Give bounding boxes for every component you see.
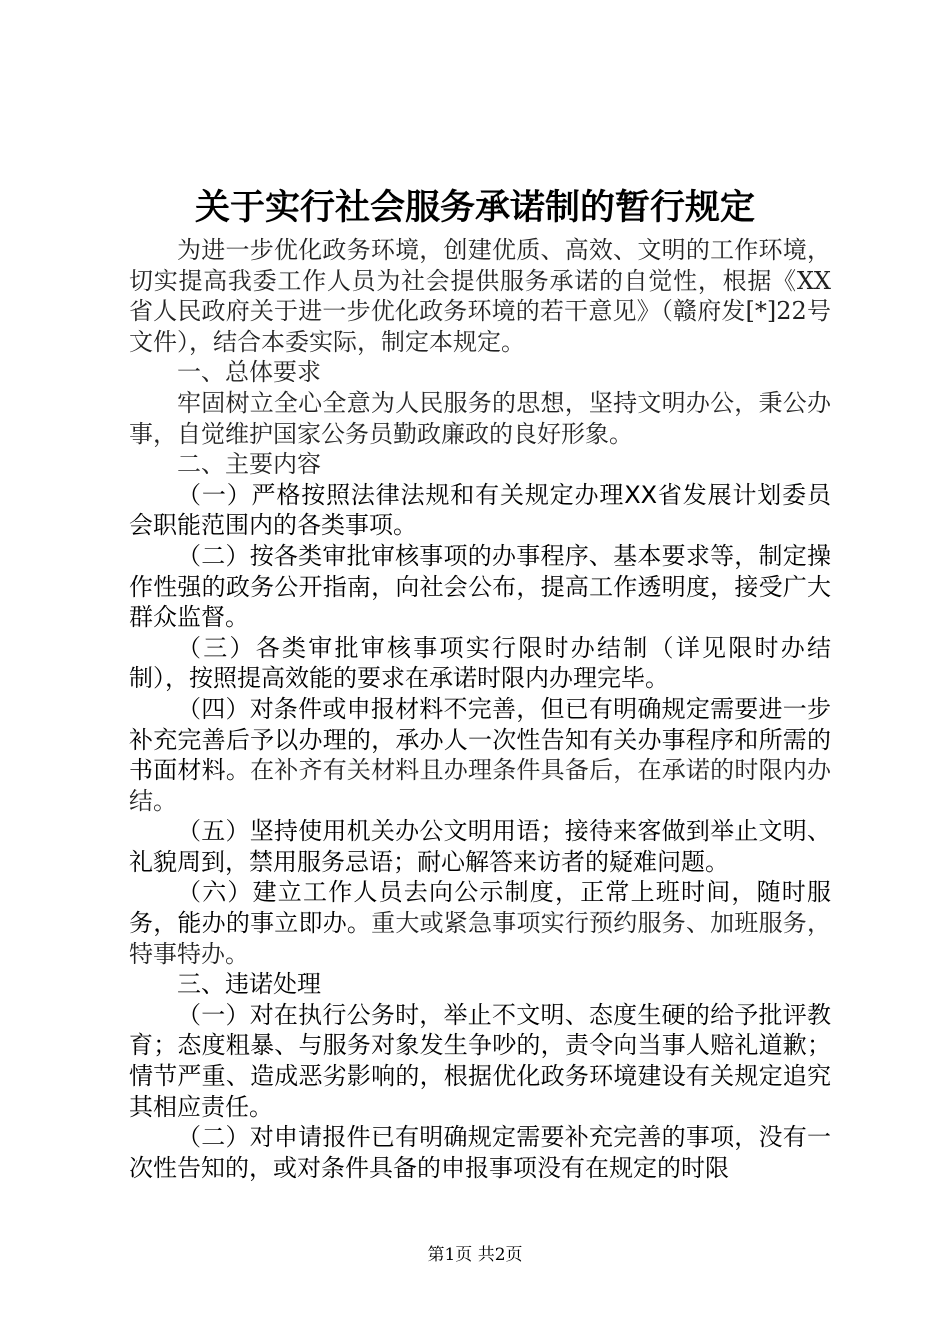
paragraph-item-3 [129,633,831,694]
paragraph-violation-2 [129,1122,831,1183]
paragraph-text: （五）坚持使用机关办公文明用语；接待来客做到举止文明、礼貌周到，禁用服务忌语；耐心解答来访者的疑难问题。 [129,817,831,876]
paragraph-item-4 [129,694,831,816]
paragraph-text: （六）建立工作人员去向公示制度，正常上班时间，随时服务，能办的事立即办。 [129,878,831,938]
heading-violation-handling [129,969,831,1000]
paragraph-text: （三）各类审批审核事项实行限时办结制（详见限时办结制），按照提高效能的要求在承诺时限内办理完毕。 [129,633,831,693]
paragraph-item-6 [129,877,831,969]
heading-main-content [129,449,831,480]
heading-text: 二、主要内容 [177,450,321,479]
heading-general-requirements [129,357,831,388]
paragraph-item-5 [129,816,831,877]
paragraph-text: （四）对条件或申报材料不完善，但已有明确规定需要进一步补充完善后予以办理的，承办人一次性告知有关办事程序和所需的书面材料。 [129,694,831,785]
paragraph-text: 牢固树立全心全意为人民服务的思想，坚持文明办公，秉公办事，自觉维护国家公务员勤政廉政的良好形象。 [129,388,831,448]
heading-text: 一、总体要求 [177,358,321,387]
document-body [129,235,831,1183]
paragraph-tail-text: 在补齐有关材料且办理条件具备后，在承诺的时限内办结。 [129,756,832,815]
paragraph-text: 为进一步优化政务环境，创建优质、高效、文明的工作环境，切实提高我委工作人员为社会提供服务承诺的自觉性，根据《XX省人民政府关于进一步优化政务环境的若干意见》（赣府发[*]22号文件），结合本委实际，制定本规定。 [129,236,831,356]
paragraph-item-1 [129,480,831,541]
page-footer: 第1页 共2页 [427,1245,523,1265]
paragraph-item-2 [129,541,831,633]
paragraph-general-requirements [129,388,831,449]
document-title: 关于实行社会服务承诺制的暂行规定 [194,187,755,228]
paragraph-intro [129,235,831,357]
paragraph-violation-1 [129,1000,831,1122]
paragraph-text: （二）按各类审批审核事项的办事程序、基本要求等，制定操作性强的政务公开指南，向社会公布，提高工作透明度，接受广大群众监督。 [129,541,831,632]
heading-text: 三、违诺处理 [177,970,321,999]
paragraph-text: （一）严格按照法律法规和有关规定办理XX省发展计划委员会职能范围内的各类事项。 [129,480,831,540]
paragraph-tail-text: 重大或紧急事项实行预约服务、加班服务，特事特办。 [129,909,832,968]
paragraph-text: （一）对在执行公务时，举止不文明、态度生硬的给予批评教育；态度粗暴、与服务对象发生争吵的，责令向当事人赔礼道歉；情节严重、造成恶劣影响的，根据优化政务环境建设有关规定追究其相应责任。 [129,1000,831,1121]
paragraph-text: （二）对申请报件已有明确规定需要补充完善的事项，没有一次性告知的，或对条件具备的申报事项没有在规定的时限 [129,1123,831,1182]
